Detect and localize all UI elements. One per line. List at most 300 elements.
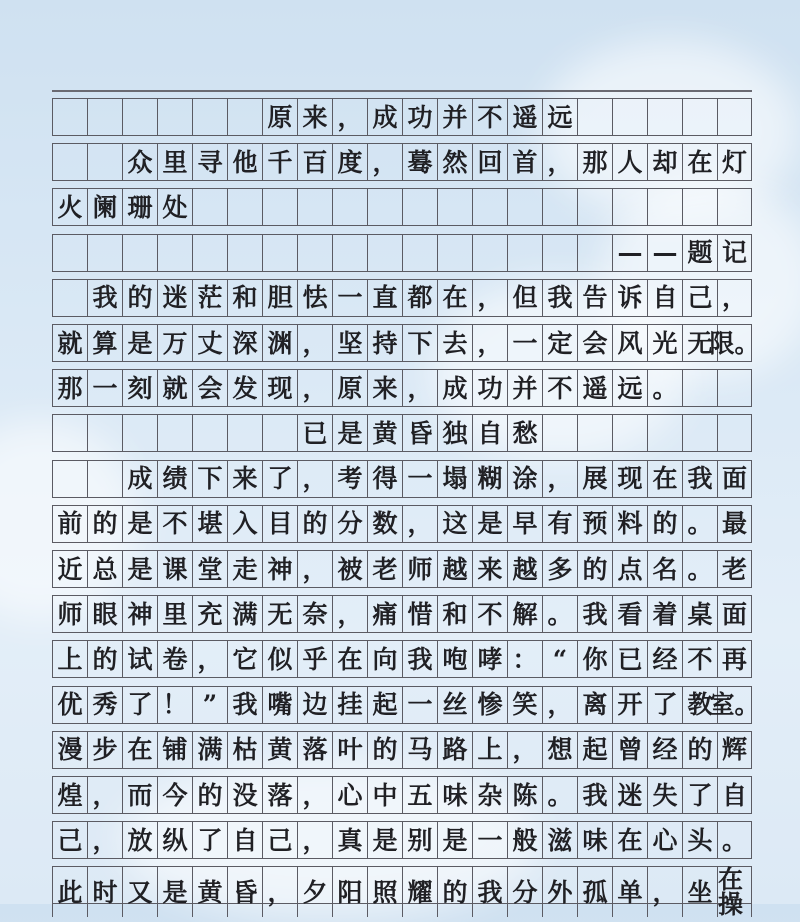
grid-cell: 秀: [87, 687, 122, 723]
grid-cell: 已: [612, 641, 647, 677]
grid-cell: 上: [52, 641, 87, 677]
grid-cell: 了: [262, 461, 297, 497]
grid-cell: [157, 99, 192, 135]
paragraph-row: [52, 686, 760, 724]
grid-cell: 今: [157, 777, 192, 813]
grid-cell: [192, 189, 227, 225]
grid-cell: [87, 235, 122, 271]
grid-cell: 自: [647, 280, 682, 316]
grid-cell: 一: [472, 822, 507, 858]
grid-cell: 试: [122, 641, 157, 677]
grid-cell: 被: [332, 551, 367, 587]
grid-cell: 挂: [332, 687, 367, 723]
grid-cell: [472, 189, 507, 225]
grid-cell: 入: [227, 506, 262, 542]
grid-cell: 的: [437, 867, 472, 917]
grid-cell: 成: [437, 370, 472, 406]
grid-cell: ，: [297, 370, 332, 406]
grid-cell: 乎: [297, 641, 332, 677]
grid-cell: 的: [297, 506, 332, 542]
grid-cell: 越: [507, 551, 542, 587]
grid-cell: 胆: [262, 280, 297, 316]
grid-cell: 却: [647, 144, 682, 180]
grid-cell: 教: [682, 687, 717, 723]
grid-cell: 这: [437, 506, 472, 542]
grid-cell: ，: [402, 506, 437, 542]
grid-cell: 塌: [437, 461, 472, 497]
grid-cell: ，: [297, 461, 332, 497]
grid-cell: [227, 235, 262, 271]
grid-cell: 一: [507, 325, 542, 361]
grid-cell: 分: [507, 867, 542, 917]
grid-cell: 诉: [612, 280, 647, 316]
grid-cell: 头: [682, 822, 717, 858]
grid-cell: 那: [577, 144, 612, 180]
grid-cell: 而: [122, 777, 157, 813]
grid-cell: 发: [227, 370, 262, 406]
grid-cell: ，: [262, 867, 297, 917]
grid-cell: 我: [227, 687, 262, 723]
grid-cell: 昏: [402, 415, 437, 451]
grid-cell: 独: [437, 415, 472, 451]
grid-cell: 远: [612, 370, 647, 406]
grid-cell: 丝: [437, 687, 472, 723]
grid-cell: 己: [262, 822, 297, 858]
grid-cell: 我: [87, 280, 122, 316]
grid-cell: [332, 235, 367, 271]
grid-cell: 了: [122, 687, 157, 723]
grid-cell: 我: [402, 641, 437, 677]
grid-cell: 已: [297, 415, 332, 451]
grid-cell: 它: [227, 641, 262, 677]
grid-cell: 来: [227, 461, 262, 497]
grid-cell: 数: [367, 506, 402, 542]
grid-cell: [647, 415, 682, 451]
grid-cell: 是: [437, 822, 472, 858]
grid-cell: 在: [612, 822, 647, 858]
grid-cell: 咆: [437, 641, 472, 677]
grid-cell: [157, 235, 192, 271]
grid-cell: 现: [612, 461, 647, 497]
grid-cell: [682, 99, 717, 135]
grid-cell: [577, 415, 612, 451]
grid-cell: 师: [52, 596, 87, 632]
grid-cell: ，: [332, 596, 367, 632]
grid-cell: 在操: [717, 867, 752, 917]
grid-cell: 照: [367, 867, 402, 917]
grid-cell: [437, 235, 472, 271]
grid-cell: 心: [647, 822, 682, 858]
grid-cell: 糊: [472, 461, 507, 497]
grid-cell: [52, 235, 87, 271]
grid-cell: 近: [52, 551, 87, 587]
grid-cell: 枯: [227, 732, 262, 768]
grid-cell: 阳: [332, 867, 367, 917]
grid-cell: ，: [87, 777, 122, 813]
grid-cell: [262, 415, 297, 451]
grid-cell: [262, 189, 297, 225]
grid-cell: 神: [122, 596, 157, 632]
grid-cell: 定: [542, 325, 577, 361]
grid-cell: 眼: [87, 596, 122, 632]
grid-cell: 原: [262, 99, 297, 135]
grid-cell: 他: [227, 144, 262, 180]
grid-cell: ”: [192, 687, 227, 723]
grid-cell: 别: [402, 822, 437, 858]
grid-cell: 得: [367, 461, 402, 497]
grid-cell: 陈: [507, 777, 542, 813]
grid-cell: [472, 235, 507, 271]
grid-cell: 我: [577, 596, 612, 632]
grid-cell: 里: [157, 144, 192, 180]
grid-cell: [507, 189, 542, 225]
grid-cell: 深: [227, 325, 262, 361]
grid-cell: [367, 235, 402, 271]
grid-cell: 持: [367, 325, 402, 361]
grid-cell: 的: [577, 551, 612, 587]
grid-cell: 阑: [87, 189, 122, 225]
grid-cell: 此: [52, 867, 87, 917]
grid-cell: [87, 99, 122, 135]
grid-cell: [717, 415, 752, 451]
attribution-row: [52, 234, 752, 272]
grid-cell: 的: [122, 280, 157, 316]
paragraph-row: [52, 324, 760, 362]
grid-cell: 的: [682, 732, 717, 768]
grid-cell: 来: [297, 99, 332, 135]
grid-cell: [192, 415, 227, 451]
grid-cell: 在: [682, 144, 717, 180]
grid-cell: [717, 189, 752, 225]
grid-cell: 刻: [122, 370, 157, 406]
grid-cell: 的: [192, 777, 227, 813]
grid-cell: 煌: [52, 777, 87, 813]
grid-cell: 蓦: [402, 144, 437, 180]
grid-cell: 再: [717, 641, 752, 677]
grid-cell: 坐: [682, 867, 717, 917]
grid-cell: ：: [507, 641, 542, 677]
grid-cell: 上: [472, 732, 507, 768]
grid-cell: 昏: [227, 867, 262, 917]
grid-cell: 告: [577, 280, 612, 316]
grid-cell: 。: [682, 551, 717, 587]
paragraph-row: [52, 505, 752, 543]
grid-cell: [87, 144, 122, 180]
grid-cell: [157, 415, 192, 451]
grid-cell: 嘴: [262, 687, 297, 723]
quote-row: [52, 143, 752, 181]
grid-cell: “: [542, 641, 577, 677]
grid-cell: 不: [682, 641, 717, 677]
grid-cell: 惨: [472, 687, 507, 723]
grid-cell: 放: [122, 822, 157, 858]
grid-cell: 叶: [332, 732, 367, 768]
grid-cell: 无: [262, 596, 297, 632]
grid-cell: 有: [542, 506, 577, 542]
grid-cell: 纵: [157, 822, 192, 858]
grid-cell: 自: [717, 777, 752, 813]
grid-cell: 开: [612, 687, 647, 723]
grid-cell: 。: [682, 506, 717, 542]
grid-cell: 茫: [192, 280, 227, 316]
grid-cell: 了: [192, 822, 227, 858]
grid-cell: 漫: [52, 732, 87, 768]
grid-cell: 走: [227, 551, 262, 587]
grid-cell: [577, 235, 612, 271]
grid-cell: 面: [717, 596, 752, 632]
grid-cell: 孤: [577, 867, 612, 917]
grid-cell: 看: [612, 596, 647, 632]
grid-cell: 五: [402, 777, 437, 813]
grid-cell: ，: [367, 144, 402, 180]
grid-cell: 迷: [612, 777, 647, 813]
grid-cell: 了: [682, 777, 717, 813]
grid-cell: ，: [87, 822, 122, 858]
grid-cell: [682, 189, 717, 225]
grid-cell: 中: [367, 777, 402, 813]
grid-cell: 然: [437, 144, 472, 180]
grid-cell: 向: [367, 641, 402, 677]
grid-cell: 坚: [332, 325, 367, 361]
grid-cell: 师: [402, 551, 437, 587]
grid-cell: 我: [682, 461, 717, 497]
grid-cell: 是: [367, 822, 402, 858]
grid-cell: 真: [332, 822, 367, 858]
grid-cell: 是: [122, 551, 157, 587]
grid-cell: 落: [262, 777, 297, 813]
grid-cell: 是: [472, 506, 507, 542]
grid-cell: 一: [402, 461, 437, 497]
grid-cell: 没: [227, 777, 262, 813]
grid-cell: 不: [542, 370, 577, 406]
grid-cell: ，: [192, 641, 227, 677]
grid-cell: 马: [402, 732, 437, 768]
grid-cell: 般: [507, 822, 542, 858]
grid-cell: ，: [542, 144, 577, 180]
grid-cell: ，: [297, 551, 332, 587]
grid-cell: 自: [227, 822, 262, 858]
grid-cell: 点: [612, 551, 647, 587]
grid-cell: 你: [577, 641, 612, 677]
grid-cell: 功: [402, 99, 437, 135]
grid-cell: 里: [157, 596, 192, 632]
grid-cell: 己: [52, 822, 87, 858]
grid-cell: ，: [472, 280, 507, 316]
grid-cell: 味: [577, 822, 612, 858]
grid-cell: ，: [542, 461, 577, 497]
grid-cell: [52, 280, 87, 316]
grid-cell: 外: [542, 867, 577, 917]
grid-cell: 就: [157, 370, 192, 406]
grid-cell: 灯: [717, 144, 752, 180]
grid-cell: ，: [297, 777, 332, 813]
grid-cell: 的: [87, 506, 122, 542]
grid-cell: 怯: [297, 280, 332, 316]
grid-cell: 曾: [612, 732, 647, 768]
grid-cell: [437, 189, 472, 225]
grid-cell: ，: [297, 325, 332, 361]
grid-cell: 自: [472, 415, 507, 451]
grid-cell: 。: [717, 822, 752, 858]
grid-cell: [682, 415, 717, 451]
grid-cell: 人: [612, 144, 647, 180]
grid-cell: 在: [437, 280, 472, 316]
grid-cell: [542, 415, 577, 451]
grid-cell: ，: [332, 99, 367, 135]
grid-cell: 耀: [402, 867, 437, 917]
grid-cell: 会: [192, 370, 227, 406]
grid-cell: [612, 189, 647, 225]
grid-cell: [52, 461, 87, 497]
grid-cell: 己: [682, 280, 717, 316]
grid-cell: 神: [262, 551, 297, 587]
grid-cell: 杂: [472, 777, 507, 813]
grid-cell: 黄: [367, 415, 402, 451]
grid-cell: [402, 235, 437, 271]
grid-cell: [297, 235, 332, 271]
grid-cell: 功: [472, 370, 507, 406]
grid-paper: [52, 90, 760, 922]
grid-cell: 落: [297, 732, 332, 768]
grid-cell: 众: [122, 144, 157, 180]
grid-cell: 最: [717, 506, 752, 542]
grid-cell: ，: [297, 822, 332, 858]
grid-cell: 寻: [192, 144, 227, 180]
grid-cell: [227, 415, 262, 451]
grid-cell: 是: [157, 867, 192, 917]
grid-cell: 无: [682, 325, 717, 361]
grid-cell: 了: [647, 687, 682, 723]
grid-cell: [122, 415, 157, 451]
grid-cell: 来: [367, 370, 402, 406]
grid-cell: 分: [332, 506, 367, 542]
grid-cell: 步: [87, 732, 122, 768]
grid-cell: [52, 144, 87, 180]
grid-cell: [227, 189, 262, 225]
grid-cell: [87, 415, 122, 451]
grid-cell: 目: [262, 506, 297, 542]
grid-cell: [227, 99, 262, 135]
grid-cell: —: [647, 235, 682, 271]
grid-cell: 着: [647, 596, 682, 632]
grid-cell: 铺: [157, 732, 192, 768]
grid-cell: 满: [192, 732, 227, 768]
grid-cell: 来: [472, 551, 507, 587]
grid-cell: 前: [52, 506, 87, 542]
grid-cell: 课: [157, 551, 192, 587]
grid-cell: 百: [297, 144, 332, 180]
grid-cell: 会: [577, 325, 612, 361]
grid-cell: [52, 99, 87, 135]
grid-cell: 风: [612, 325, 647, 361]
grid-cell: 首: [507, 144, 542, 180]
grid-cell: 痛: [367, 596, 402, 632]
grid-cell: 解: [507, 596, 542, 632]
grid-cell: 是: [122, 506, 157, 542]
grid-cell: 哮: [472, 641, 507, 677]
grid-cell: 笑: [507, 687, 542, 723]
grid-cell: 遥: [577, 370, 612, 406]
grid-cell: 的: [367, 732, 402, 768]
grid-cell: 渊: [262, 325, 297, 361]
grid-cell: 在: [332, 641, 367, 677]
grid-cell: 多: [542, 551, 577, 587]
grid-cell: 题: [682, 235, 717, 271]
grid-cell: 下: [192, 461, 227, 497]
grid-cell: 越: [437, 551, 472, 587]
paragraph-row: [52, 865, 752, 920]
grid-cell: [577, 99, 612, 135]
grid-cell: 奈: [297, 596, 332, 632]
quote-row: [52, 188, 752, 226]
title-row: [52, 98, 752, 136]
grid-cell: 又: [122, 867, 157, 917]
grid-cell: 遥: [507, 99, 542, 135]
grid-cell: 成: [122, 461, 157, 497]
grid-cell: 处: [157, 189, 192, 225]
grid-cell: [612, 415, 647, 451]
grid-cell: ，: [472, 325, 507, 361]
grid-cell: 我: [542, 280, 577, 316]
grid-cell: 万: [157, 325, 192, 361]
grid-cell: 记: [717, 235, 752, 271]
paragraph-row: [52, 550, 752, 588]
grid-cell: 时: [87, 867, 122, 917]
grid-cell: [717, 99, 752, 135]
grid-cell: 展: [577, 461, 612, 497]
grid-cell: 算: [87, 325, 122, 361]
grid-cell: 那: [52, 370, 87, 406]
grid-cell: —: [612, 235, 647, 271]
grid-cell: 卷: [157, 641, 192, 677]
paragraph-row: [52, 821, 752, 859]
grid-cell: 满: [227, 596, 262, 632]
grid-cell: 并: [437, 99, 472, 135]
grid-cell: 想: [542, 732, 577, 768]
grid-cell: [682, 370, 717, 406]
grid-cell: 直: [367, 280, 402, 316]
grid-cell: 充: [192, 596, 227, 632]
grid-cell: 去: [437, 325, 472, 361]
grid-cell: 原: [332, 370, 367, 406]
paragraph-row: [52, 460, 752, 498]
grid-cell: 料: [612, 506, 647, 542]
grid-cell: [367, 189, 402, 225]
grid-cell: 单: [612, 867, 647, 917]
grid-cell: 早: [507, 506, 542, 542]
grid-cell: 和: [227, 280, 262, 316]
grid-cell: 经: [647, 732, 682, 768]
grid-cell: 都: [402, 280, 437, 316]
grid-cell: [542, 189, 577, 225]
grid-cell: 边: [297, 687, 332, 723]
grid-cell: 黄: [262, 732, 297, 768]
grid-cell: 考: [332, 461, 367, 497]
grid-cell: 室。: [717, 687, 752, 723]
grid-cell: [647, 189, 682, 225]
grid-cell: 是: [122, 325, 157, 361]
grid-cell: 路: [437, 732, 472, 768]
grid-cell: 但: [507, 280, 542, 316]
grid-cell: 我: [472, 867, 507, 917]
grid-cell: 预: [577, 506, 612, 542]
grid-cell: 堂: [192, 551, 227, 587]
grid-cell: [332, 189, 367, 225]
grid-cell: 的: [87, 641, 122, 677]
grid-cell: 光: [647, 325, 682, 361]
grid-cell: 。: [542, 777, 577, 813]
grid-cell: 涂: [507, 461, 542, 497]
